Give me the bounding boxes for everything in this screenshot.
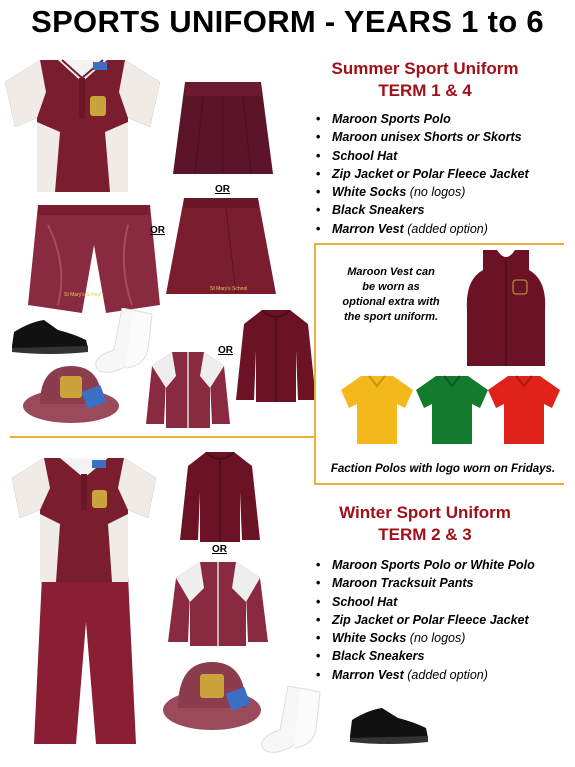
- polar-fleece-jacket-image: [236, 310, 316, 402]
- or-label: OR: [212, 544, 227, 555]
- list-item: • Maroon Sports Polo: [314, 110, 529, 128]
- school-hat-image: [22, 360, 120, 424]
- divider: [10, 436, 316, 438]
- faction-polo-red-image: [488, 374, 560, 446]
- or-label: OR: [218, 345, 233, 356]
- list-item: • Maroon unisex Shorts or Skorts: [314, 128, 529, 146]
- maroon-skort-image: [173, 82, 273, 178]
- winter-item-list: [314, 556, 535, 684]
- or-label: OR: [150, 225, 165, 236]
- winter-uniform-heading: Winter Sport Uniform: [339, 503, 511, 522]
- zip-jacket-image: [168, 558, 268, 646]
- winter-term-heading: TERM 2 & 3: [378, 525, 472, 544]
- page-title: SPORTS UNIFORM - YEARS 1 to 6: [31, 4, 544, 39]
- list-item: • School Hat: [314, 593, 535, 611]
- shorts-logo-text: St Mary's School: [64, 292, 102, 298]
- list-item: • White Socks (no logos): [314, 629, 535, 647]
- or-label: OR: [215, 184, 230, 195]
- faction-polo-yellow-image: [341, 374, 413, 446]
- list-item: • Marron Vest (added option): [314, 220, 529, 238]
- maroon-skort-front-image: [166, 198, 276, 298]
- white-socks-image: [258, 686, 326, 756]
- list-item: • Black Sneakers: [314, 647, 535, 665]
- school-hat-image: [162, 656, 262, 732]
- divider: [314, 483, 564, 485]
- polar-fleece-jacket-image: [180, 452, 260, 542]
- list-item: • White Socks (no logos): [314, 183, 529, 201]
- maroon-shorts-image: [28, 205, 160, 315]
- summer-term-heading: TERM 1 & 4: [378, 81, 472, 100]
- summer-item-list: [314, 110, 529, 238]
- black-sneaker-image: [10, 318, 90, 356]
- summer-uniform-heading: Summer Sport Uniform: [331, 59, 519, 78]
- list-item: • Zip Jacket or Polar Fleece Jacket: [314, 165, 529, 183]
- faction-polo-green-image: [416, 374, 488, 446]
- list-item: • School Hat: [314, 147, 529, 165]
- black-sneaker-image: [348, 706, 430, 746]
- vest-description: Maroon Vest can be worn as optional extra with the sport uniform.: [342, 266, 440, 323]
- skort-logo-text: St Mary's School: [210, 286, 248, 292]
- list-item: • Zip Jacket or Polar Fleece Jacket: [314, 611, 535, 629]
- divider: [314, 243, 316, 485]
- maroon-sports-polo-image: [0, 52, 165, 200]
- maroon-vest-image: [465, 250, 547, 368]
- zip-jacket-image: [146, 348, 230, 428]
- faction-polo-caption: Faction Polos with logo worn on Fridays.: [330, 463, 556, 475]
- divider: [314, 243, 564, 245]
- list-item: • Maroon Tracksuit Pants: [314, 574, 535, 592]
- list-item: • Black Sneakers: [314, 201, 529, 219]
- list-item: • Marron Vest (added option): [314, 666, 535, 684]
- list-item: • Maroon Sports Polo or White Polo: [314, 556, 535, 574]
- winter-polo-and-pants-image: [6, 452, 162, 748]
